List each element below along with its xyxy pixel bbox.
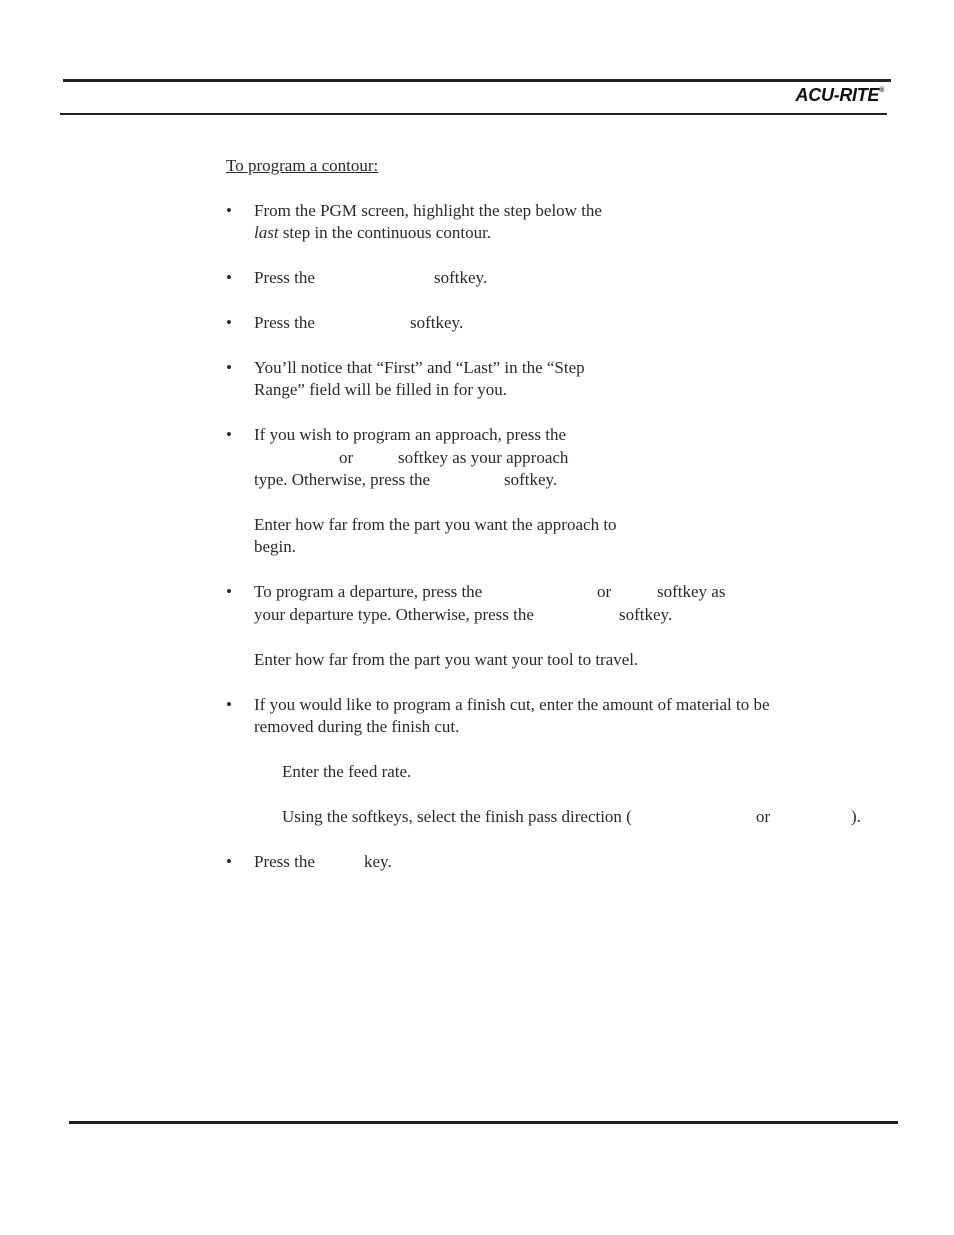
step-4-line-1: You’ll notice that “First” and “Last” in the “Step — [254, 358, 585, 377]
step-6-line-2-b: softkey. — [619, 605, 673, 624]
step-2-text-a: Press the — [254, 268, 315, 287]
emphasis-last: last — [254, 223, 279, 242]
step-5-sub-2: begin. — [254, 537, 297, 556]
bullet: • — [226, 695, 232, 714]
footer-rule — [69, 1121, 898, 1124]
step-1-line-1: From the PGM screen, highlight the step below the — [254, 201, 602, 220]
step-5-line-3-b: softkey. — [504, 470, 558, 489]
step-6-line-1-b: softkey as — [657, 582, 726, 601]
step-6-line-2-a: your departure type. Otherwise, press the — [254, 605, 534, 624]
header-rule-bottom — [60, 113, 887, 115]
step-5-line-2-rest: softkey as your approach — [398, 448, 569, 467]
acu-rite-logo — [796, 85, 884, 106]
section-heading: To program a contour: — [226, 156, 379, 175]
step-7-sub-2-a: Using the softkeys, select the finish pass direction ( — [282, 807, 632, 826]
step-8-text-a: Press the — [254, 852, 315, 871]
step-5-line-1: If you wish to program an approach, press the — [254, 425, 567, 444]
header-rule-top — [63, 79, 891, 82]
bullet: • — [226, 582, 232, 601]
step-7-sub-2-or: or — [756, 807, 771, 826]
step-2-text-b: softkey. — [434, 268, 488, 287]
step-5-or: or — [339, 448, 354, 467]
step-3-text-a: Press the — [254, 313, 315, 332]
step-7-line-1: If you would like to program a finish cut, enter the amount of material to be — [254, 695, 770, 714]
step-1-line-2-rest: step in the continuous contour. — [278, 223, 492, 242]
step-8-text-b: key. — [364, 852, 392, 871]
brand-name: ACU-RITE — [795, 85, 880, 105]
step-1-line-2 — [254, 222, 491, 244]
step-5-line-3-a: type. Otherwise, press the — [254, 470, 431, 489]
registered-mark: ® — [879, 87, 884, 94]
step-4-line-2: Range” field will be filled in for you. — [254, 380, 508, 399]
step-6-or: or — [597, 582, 612, 601]
step-6-line-1-a: To program a departure, press the — [254, 582, 483, 601]
step-7-sub-1: Enter the feed rate. — [282, 762, 412, 781]
bullet: • — [226, 268, 232, 287]
step-3-text-b: softkey. — [410, 313, 464, 332]
bullet: • — [226, 358, 232, 377]
bullet: • — [226, 201, 232, 220]
bullet: • — [226, 425, 232, 444]
step-6-sub: Enter how far from the part you want your tool to travel. — [254, 650, 639, 669]
bullet: • — [226, 852, 232, 871]
step-7-line-2: removed during the finish cut. — [254, 717, 460, 736]
step-5-sub-1: Enter how far from the part you want the approach to — [254, 515, 617, 534]
bullet: • — [226, 313, 232, 332]
step-7-sub-2-end: ). — [851, 807, 861, 826]
